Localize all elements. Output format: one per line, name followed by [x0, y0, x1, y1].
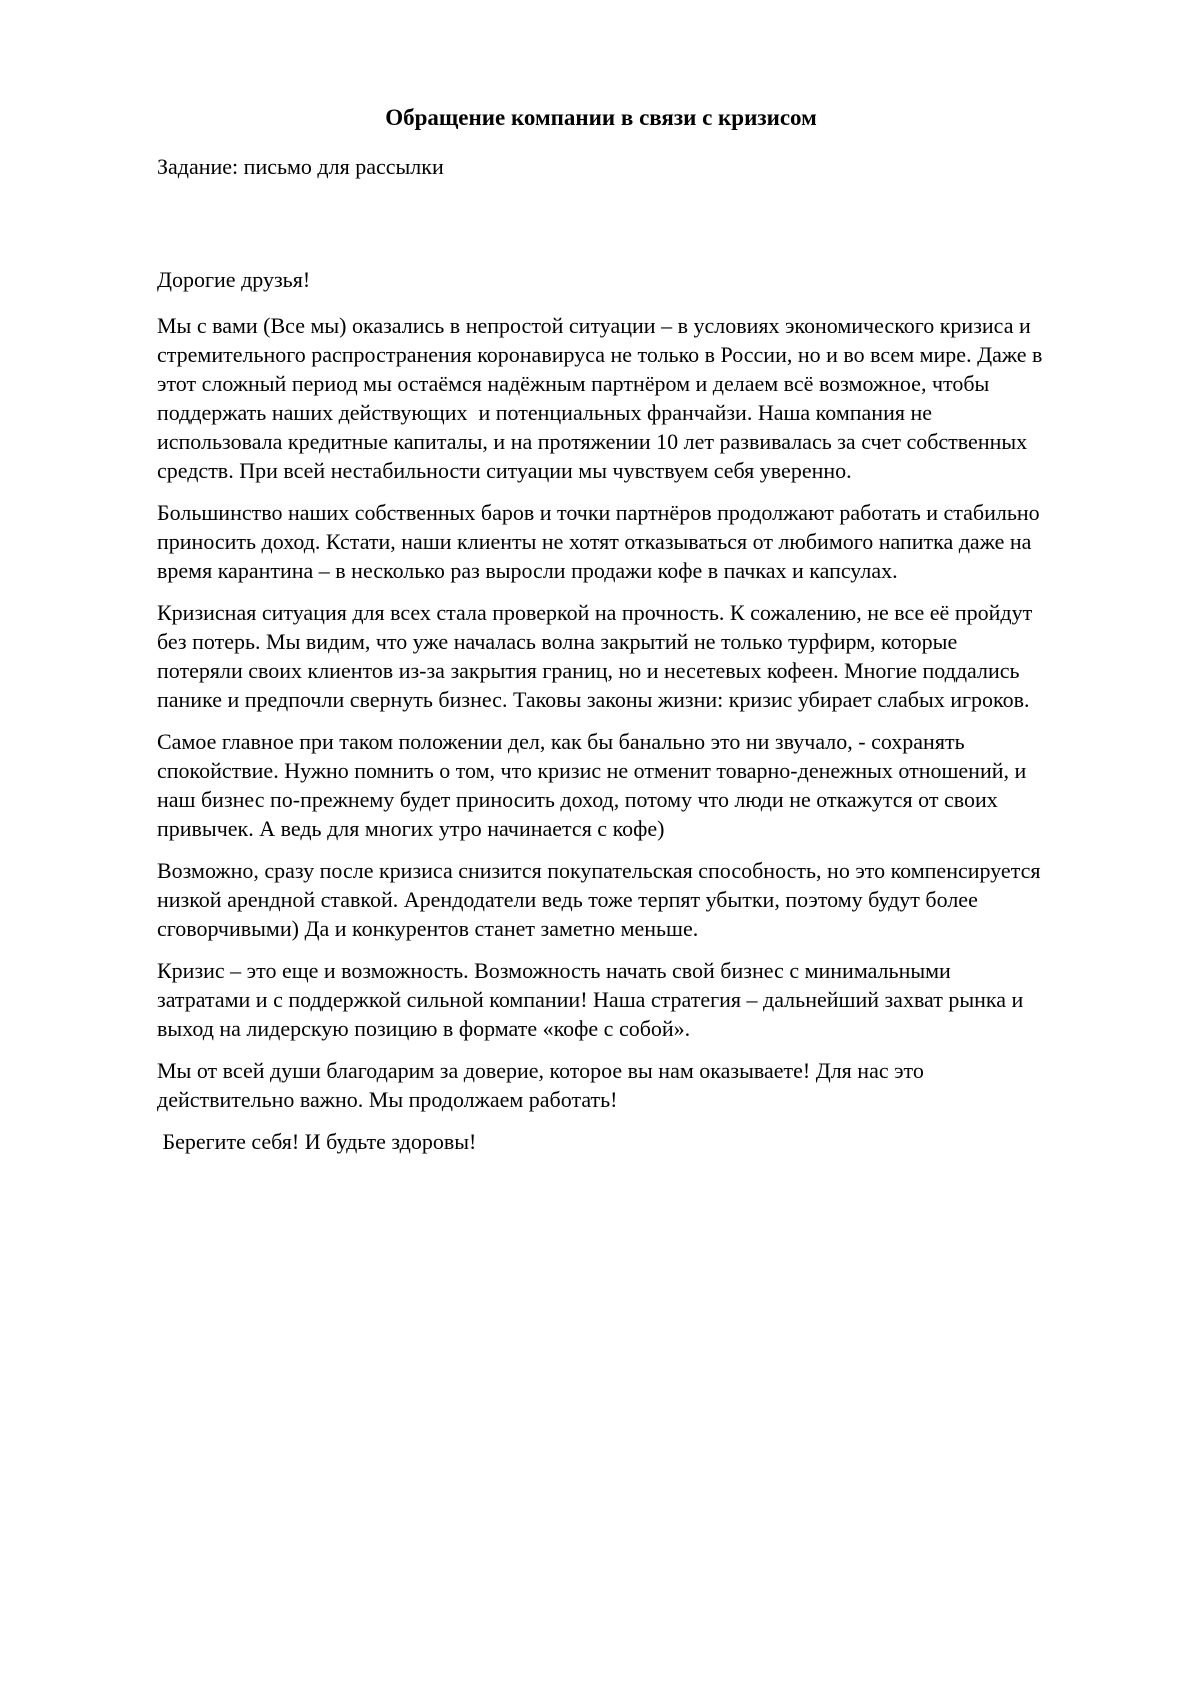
paragraph: Мы с вами (Все мы) оказались в непростой ситуации – в условиях экономического кризиса и стремительного распространения коронавируса не только в России, но и во всем мире. Даже в этот сложный период мы остаёмся надёжным партнёром и делаем всё возможное, чтобы поддержать наших действующих и потенциальных франчайзи. Наша компания не использовала кредитные капиталы, и на протяжении 10 лет развивалась за счет собственных средств. При всей нестабильности ситуации мы чувствуем себя уверенно.: [157, 313, 1048, 483]
paragraph: Берегите себя! И будьте здоровы!: [157, 1129, 477, 1154]
paragraph: Большинство наших собственных баров и точки партнёров продолжают работать и стабильно приносить доход. Кстати, наши клиенты не хотят отказываться от любимого напитка даже на время карантина – в несколько раз выросли продажи кофе в пачках и капсулах.: [157, 500, 1046, 583]
document-subtitle: Задание: письмо для рассылки: [157, 154, 444, 179]
paragraph: Возможно, сразу после кризиса снизится покупательская способность, но это компенсируется низкой арендной ставкой. Арендодатели ведь тоже терпят убытки, поэтому будут более сговорчивыми) Да и конкурентов станет заметно меньше.: [157, 858, 1046, 941]
paragraph: Кризис – это еще и возможность. Возможность начать свой бизнес с минимальными затратами и с поддержкой сильной компании! Наша стратегия – дальнейший захват рынка и выход на лидерскую позицию в формате «кофе с собой».: [157, 958, 1029, 1041]
salutation: Дорогие друзья!: [157, 267, 311, 292]
paragraph: Самое главное при таком положении дел, как бы банально это ни звучало, - сохранять спокойствие. Нужно помнить о том, что кризис не отменит товарно-денежных отношений, и наш бизнес по-прежнему будет приносить доход, потому что люди не откажутся от своих привычек. А ведь для многих утро начинается с кофе): [157, 729, 1032, 841]
document-title: Обращение компании в связи с кризисом: [385, 105, 817, 130]
paragraph: Мы от всей души благодарим за доверие, которое вы нам оказываете! Для нас это действительно важно. Мы продолжаем работать!: [157, 1058, 930, 1112]
paragraph: Кризисная ситуация для всех стала проверкой на прочность. К сожалению, не все её пройдут без потерь. Мы видим, что уже началась волна закрытий не только турфирм, которые потеряли своих клиентов из-за закрытия границ, но и несетевых кофеен. Многие поддались панике и предпочли свернуть бизнес. Таковы законы жизни: кризис убирает слабых игроков.: [157, 600, 1038, 712]
